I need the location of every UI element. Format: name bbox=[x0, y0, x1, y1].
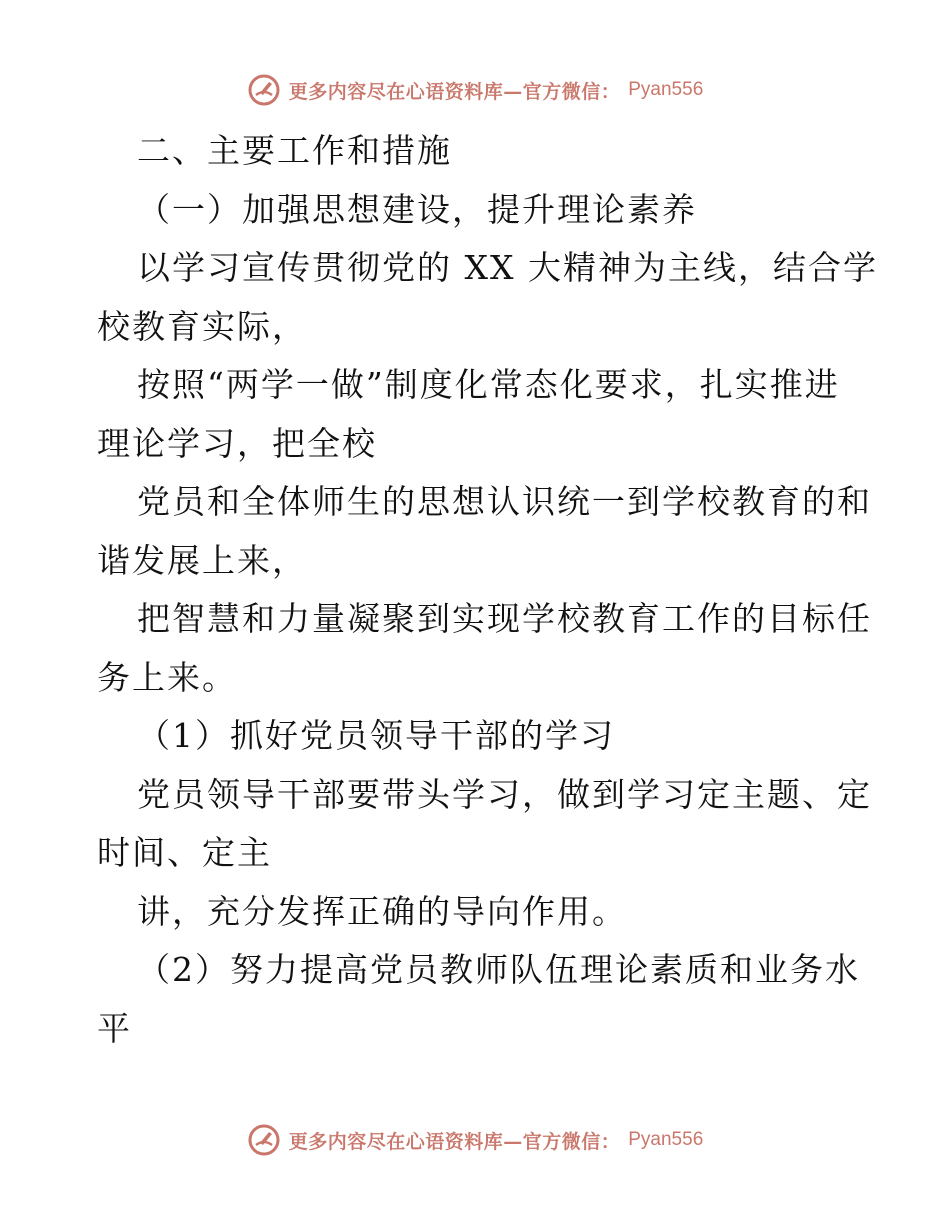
header-watermark bbox=[0, 70, 950, 110]
paragraph-line: 时间、定主 bbox=[97, 833, 272, 872]
watermark-wechat-id: Pyan556 bbox=[628, 1129, 704, 1150]
paragraph-line: 谐发展上来， bbox=[97, 540, 307, 580]
paragraph-line: 党员和全体师生的思想认识统一到学校教育的和 bbox=[137, 482, 872, 521]
paragraph-line: 以学习宣传贯彻党的 XX 大精神为主线，结合学 bbox=[137, 248, 878, 287]
paragraph-line: 校教育实际， bbox=[97, 306, 307, 346]
section-heading: 二、主要工作和措施 bbox=[137, 131, 452, 170]
item-heading: （1）抓好党员领导干部的学习 bbox=[137, 716, 615, 755]
subsection-heading: （一）加强思想建设，提升理论素养 bbox=[137, 189, 697, 229]
paragraph-line: 理论学习，把全校 bbox=[97, 423, 377, 463]
footer-watermark bbox=[0, 1120, 950, 1160]
paragraph-line: 讲，充分发挥正确的导向作用。 bbox=[137, 891, 627, 931]
book-pen-logo-icon bbox=[247, 1123, 281, 1157]
paragraph-line: 按照“两学一做”制度化常态化要求，扎实推进 bbox=[137, 365, 840, 404]
watermark-wechat-id: Pyan556 bbox=[628, 79, 704, 100]
book-pen-logo-icon bbox=[247, 73, 281, 107]
watermark-text: 更多内容尽在心语资料库—官方微信： bbox=[288, 1130, 621, 1153]
paragraph-line: 把智慧和力量凝聚到实现学校教育工作的目标任 bbox=[137, 599, 872, 638]
item-heading: （2）努力提高党员教师队伍理论素质和业务水 bbox=[137, 950, 860, 989]
paragraph-line: 党员领导干部要带头学习，做到学习定主题、定 bbox=[137, 774, 872, 814]
paragraph-line: 平 bbox=[97, 1008, 132, 1048]
watermark-text: 更多内容尽在心语资料库—官方微信： bbox=[288, 80, 621, 103]
document-body bbox=[97, 122, 878, 1058]
paragraph-line: 务上来。 bbox=[97, 657, 237, 697]
